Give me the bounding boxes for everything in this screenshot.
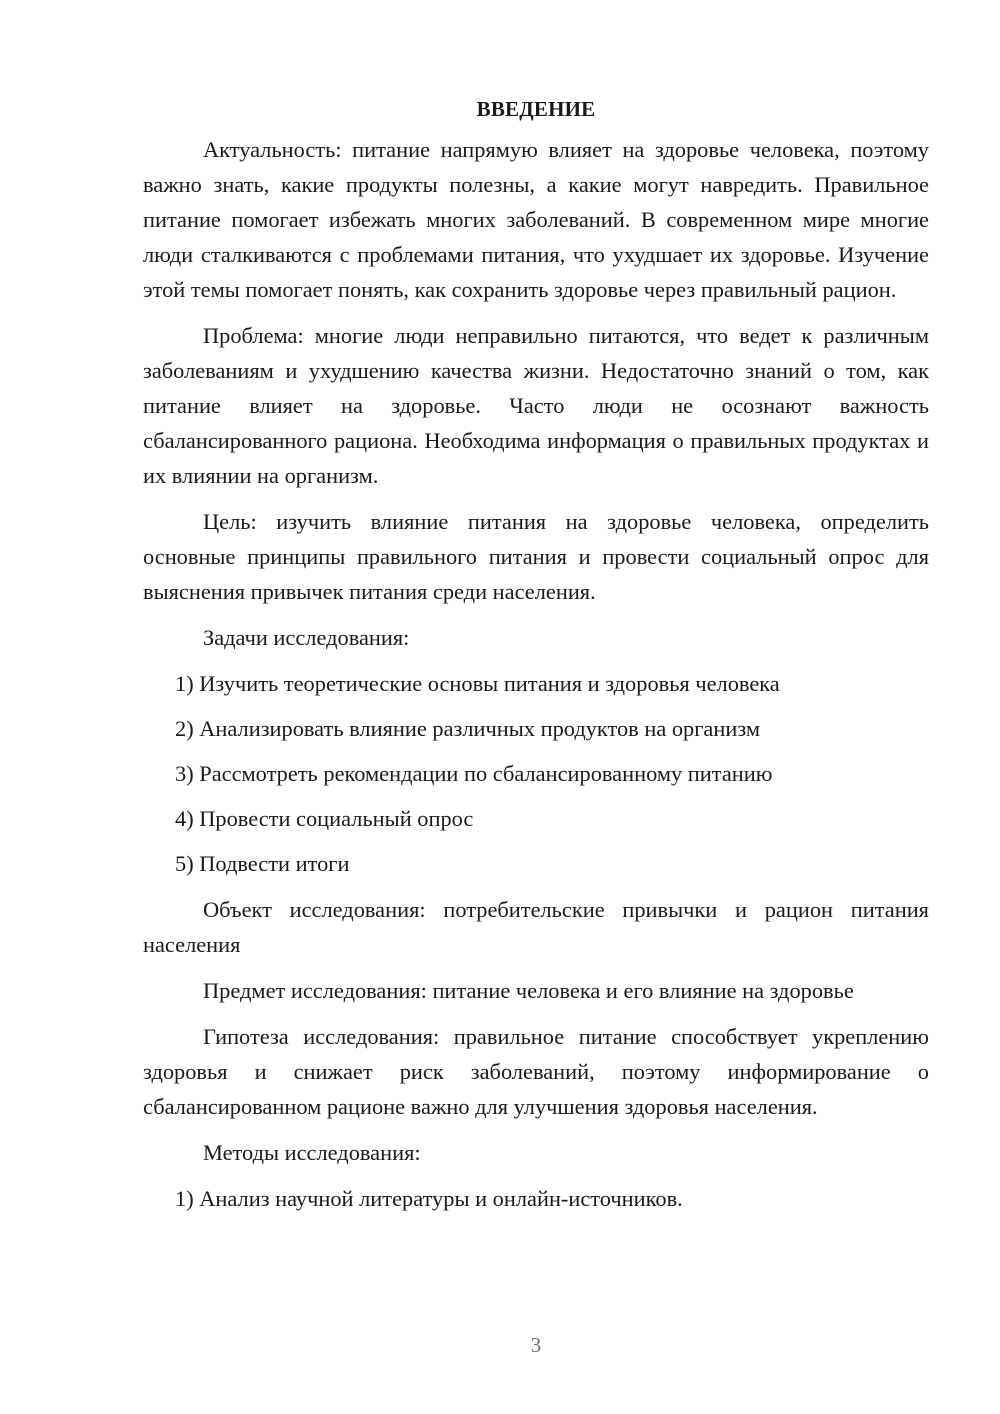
list-item: 4) Провести социальный опрос [175,806,474,831]
list-item: 1) Анализ научной литературы и онлайн-источников. [175,1186,683,1211]
list-item: 1) Изучить теоретические основы питания и здоровья человека [175,671,780,696]
list-item: 5) Подвести итоги [175,851,350,876]
tasks-label: Задачи исследования: [203,625,410,650]
page-number: 3 [530,1333,542,1357]
list-item: 3) Рассмотреть рекомендации по сбалансированному питанию [175,761,773,786]
subject-paragraph: Предмет исследования: питание человека и его влияние на здоровье [203,978,854,1003]
list-item: 2) Анализировать влияние различных продуктов на организм [175,716,761,741]
section-title: ВВЕДЕНИЕ [476,97,596,121]
problem-paragraph: Проблема: многие люди неправильно питаются, что ведет к различным заболеваниям и ухудшению качества жизни. Недостаточно знаний о том, как питание влияет на здоровье. Часто люди не осознают важность сбалансированного рациона. Необходима информация о правильных продуктах и их влиянии на организм. [143,323,929,488]
methods-list [143,1181,929,1216]
goal-paragraph: Цель: изучить влияние питания на здоровье человека, определить основные принципы правильного питания и провести социальный опрос для выяснения привычек питания среди населения. [143,509,929,604]
document-page [143,92,929,1227]
methods-label: Методы исследования: [203,1140,421,1165]
tasks-list [143,666,929,881]
relevance-paragraph: Актуальность: питание напрямую влияет на здоровье человека, поэтому важно знать, какие продукты полезны, а какие могут навредить. Правильное питание помогает избежать многих заболеваний. В современном мире многие люди сталкиваются с проблемами питания, что ухудшает их здоровье. Изучение этой темы помогает понять, как сохранить здоровье через правильный рацион. [143,137,929,302]
hypothesis-paragraph: Гипотеза исследования: правильное питание способствует укреплению здоровья и снижает риск заболеваний, поэтому информирование о сбалансированном рационе важно для улучшения здоровья населения. [143,1024,929,1119]
object-paragraph: Объект исследования: потребительские привычки и рацион питания населения [143,897,929,957]
